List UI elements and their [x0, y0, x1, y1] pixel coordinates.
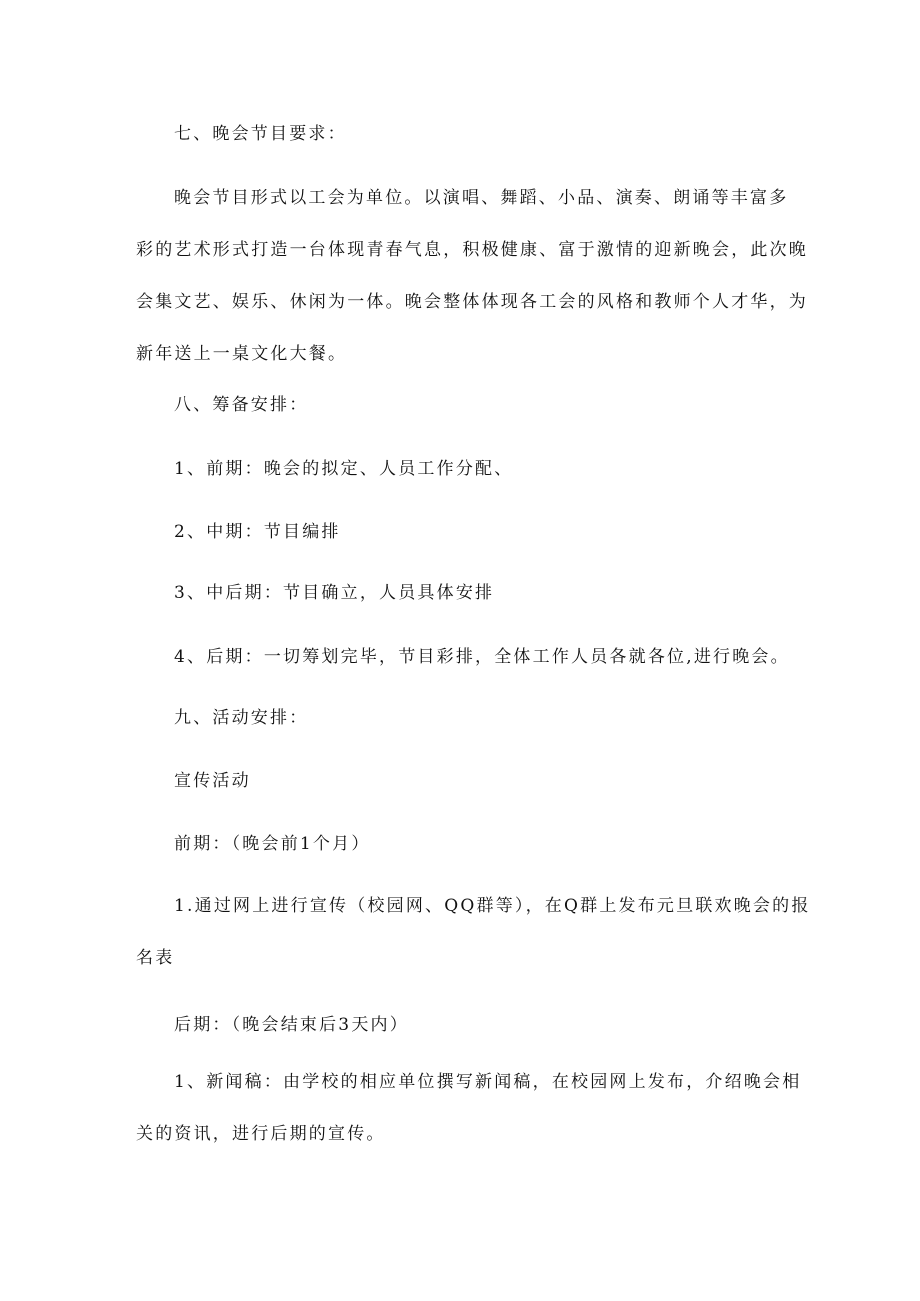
text-line: 关的资讯，进行后期的宣传。 — [136, 1124, 386, 1144]
text-line: 宣传活动 — [174, 771, 251, 791]
early-stage-item-1 — [136, 894, 811, 998]
text-line: 1.通过网上进行宣传（校园网、QQ群等），在Q群上发布元旦联欢晚会的报 — [174, 896, 811, 916]
text-line: 1、新闻稿：由学校的相应单位撰写新闻稿，在校园网上发布，介绍晚会相 — [174, 1072, 802, 1092]
preparation-item-4 — [136, 645, 796, 697]
text-line: 新年送上一桌文化大餐。 — [136, 344, 348, 364]
paragraph-program-description — [136, 186, 808, 394]
text-line: 九、活动安排： — [174, 708, 309, 728]
text-line: 4、后期：一切筹划完毕，节目彩排，全体工作人员各就各位,进行晚会。 — [174, 647, 790, 667]
subheading-promotion — [136, 769, 796, 821]
text-line: 后期：（晚会结束后3天内） — [174, 1015, 409, 1035]
text-line: 名表 — [136, 948, 175, 968]
preparation-item-1 — [136, 457, 796, 509]
text-line: 会集文艺、娱乐、休闲为一体。晚会整体体现各工会的风格和教师个人才华，为 — [136, 292, 808, 312]
preparation-item-2 — [136, 520, 796, 572]
text-line: 1、前期：晚会的拟定、人员工作分配、 — [174, 459, 514, 479]
text-line: 七、晚会节目要求： — [174, 124, 347, 144]
text-line: 前期：（晚会前1个月） — [174, 834, 371, 854]
early-stage-heading — [136, 832, 796, 884]
text-line: 八、筹备安排： — [174, 395, 309, 415]
text-line: 3、中后期：节目确立，人员具体安排 — [174, 583, 495, 603]
text-line: 彩的艺术形式打造一台体现青春气息，积极健康、富于激情的迎新晚会，此次晚 — [136, 240, 808, 260]
preparation-item-3 — [136, 581, 796, 633]
section-heading-preparation — [136, 393, 796, 445]
section-heading-program-requirements — [136, 122, 796, 174]
section-heading-activity — [136, 706, 796, 758]
text-line: 2、中期：节目编排 — [174, 522, 341, 542]
text-line: 晚会节目形式以工会为单位。以演唱、舞蹈、小品、演奏、朗诵等丰富多 — [174, 188, 789, 208]
late-stage-item-1 — [136, 1070, 802, 1174]
late-stage-heading — [136, 1013, 796, 1065]
